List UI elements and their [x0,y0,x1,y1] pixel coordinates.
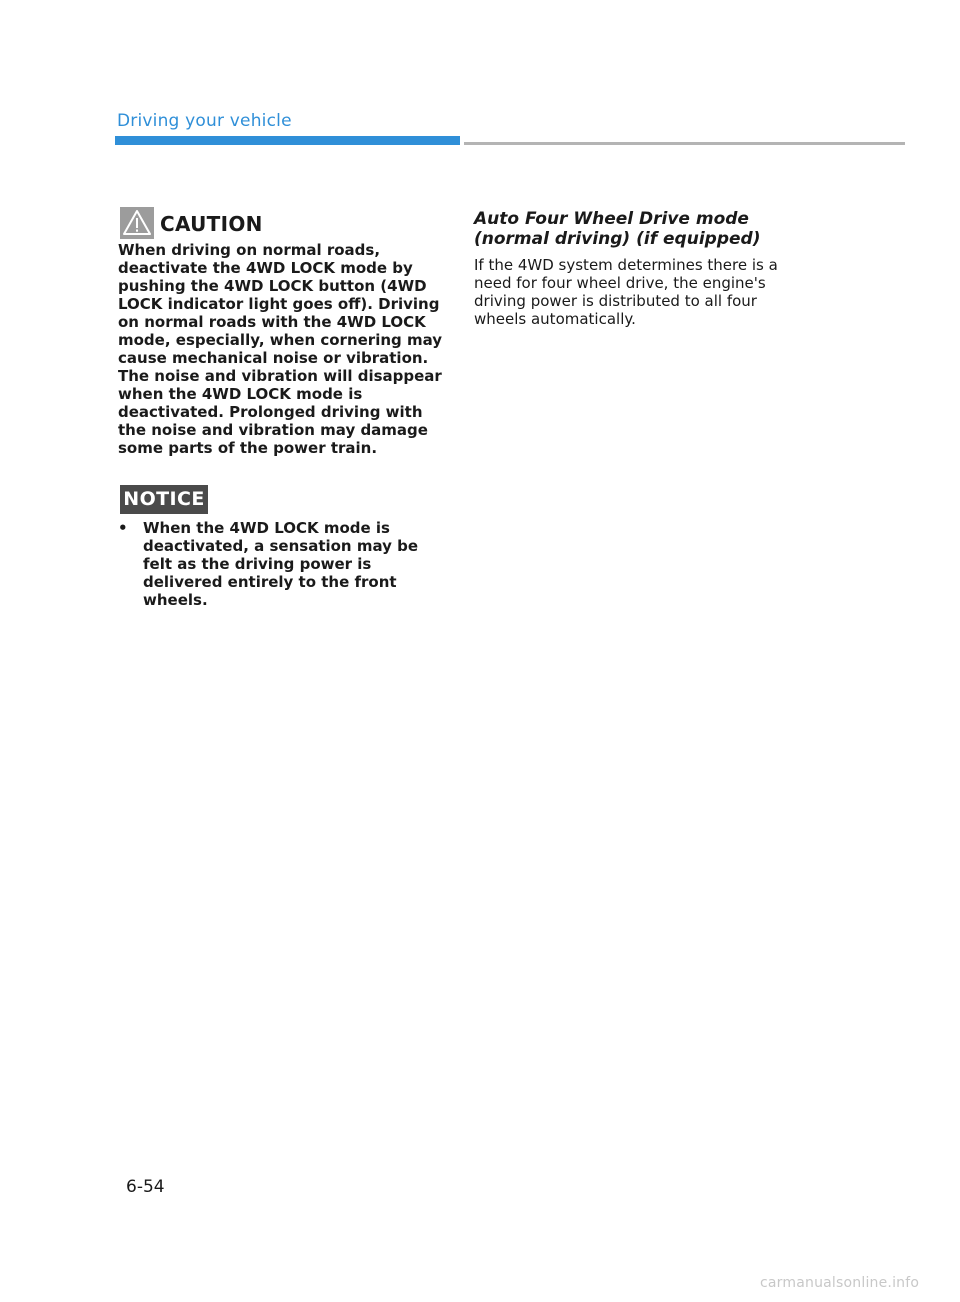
notice-badge: NOTICE [120,485,208,514]
warning-triangle-icon [120,207,154,239]
header-divider [464,142,905,145]
bullet-icon: • [118,519,128,537]
header-accent-bar [115,136,460,145]
caution-title: CAUTION [160,212,263,236]
page-number: 6-54 [126,1177,165,1197]
notice-list-item [118,519,444,609]
section-heading: Auto Four Wheel Drive mode (normal driving) (if equipped) [474,209,761,249]
caution-text: When driving on normal roads, deactivate the 4WD LOCK mode by pushing the 4WD LOCK button (4WD LOCK indicator light goes off). Driving on normal roads with the 4WD LOCK mode, especially, when cornering may cause mechanical noise or vibration. The noise and vibration will disappear when the 4WD LOCK mode is deactivated. Prolonged driving with the noise and vibration may damage some parts of the power train. [118,241,443,457]
notice-list [118,519,444,609]
notice-item-text: When the 4WD LOCK mode is deactivated, a sensation may be felt as the driving power is delivered entirely to the front wheels. [143,519,419,609]
page-header-title: Driving your vehicle [117,111,292,131]
watermark: carmanualsonline.info [760,1275,920,1291]
section-body-text: If the 4WD system determines there is a need for four wheel drive, the engine's driving power is distributed to all four wheels automatically. [474,256,778,328]
